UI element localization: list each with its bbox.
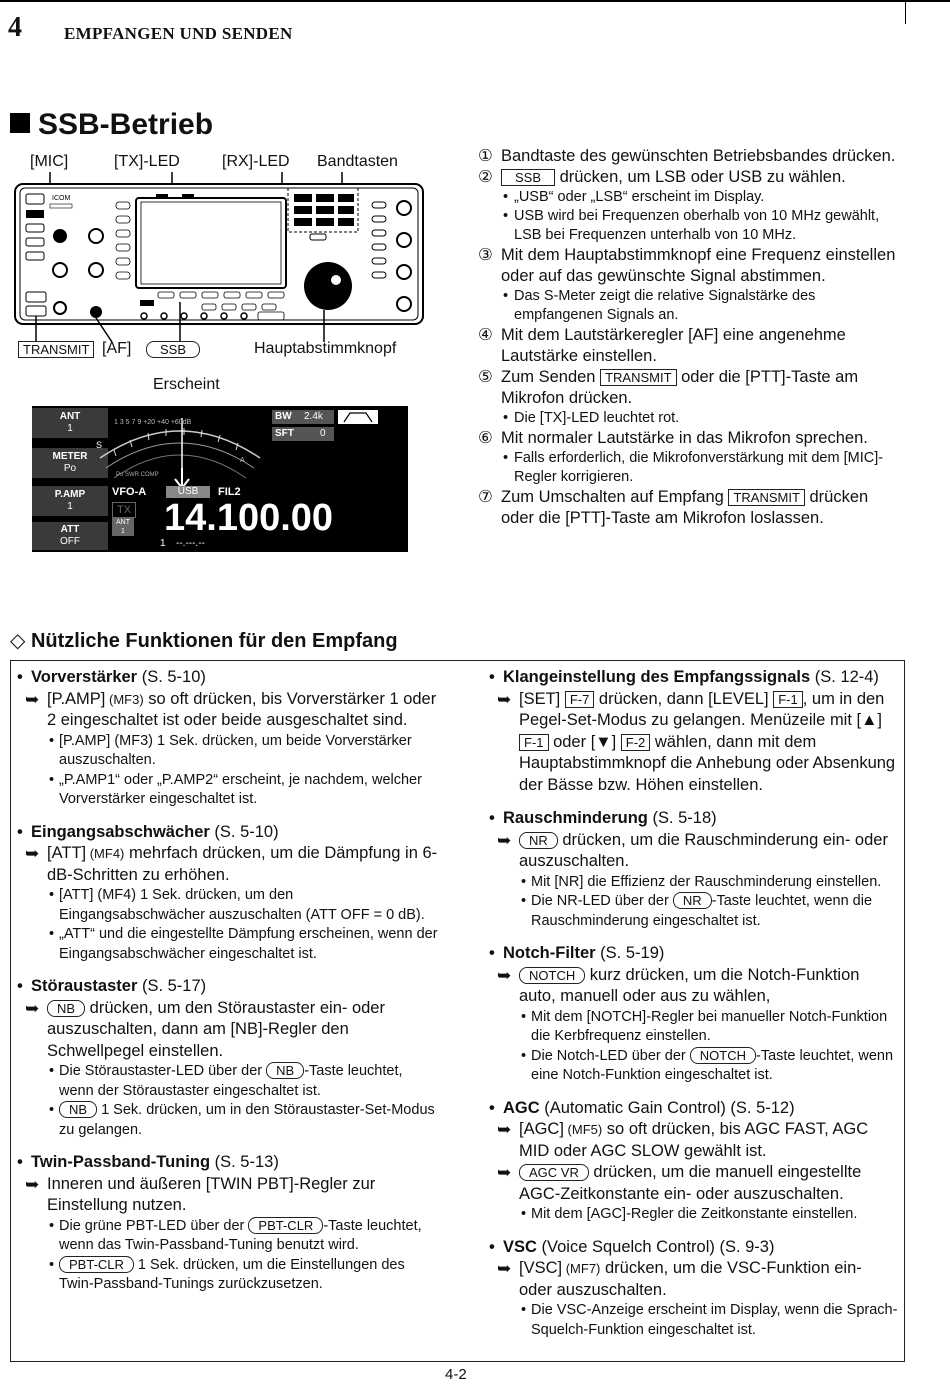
note-text: Die NR-LED über der (531, 893, 673, 909)
function-title: Notch-Filter (503, 944, 596, 962)
functions-title-text: Nützliche Funktionen für den Empfang (30, 630, 398, 652)
note-text: Die grüne PBT-LED über der (59, 1217, 249, 1234)
filter-shape-icon (338, 410, 378, 424)
step-text: Zum Senden (501, 368, 601, 386)
arrow-right-icon: ➥ (25, 844, 40, 863)
arrow-right-icon: ➥ (497, 1259, 512, 1278)
page-number: 4-2 (445, 1366, 467, 1383)
bw-value: 2.4k (304, 411, 323, 422)
note-text: 1 Sek. drücken, um in den Störaustaster-Set-Modus zu gelangen. (59, 1102, 435, 1138)
f2-key: F-2 (621, 734, 651, 751)
function-klangeinstellung (489, 667, 899, 796)
note-text: -Taste leuchtet, wenn die Rauschminderung eingeschaltet ist. (531, 893, 873, 929)
mode-indicator: USB (166, 486, 210, 498)
action-key: [P.AMP] (47, 689, 106, 708)
note-text: -Taste leuchtet, wenn eine Notch-Funktion eingeschaltet ist. (531, 1047, 894, 1083)
step-1 (478, 146, 904, 167)
pbt-clr-key: PBT-CLR (248, 1217, 323, 1234)
page-ref: (S. 5-10) (209, 822, 279, 841)
notch-key: NOTCH (519, 967, 585, 984)
square-bullet-icon (10, 113, 30, 133)
page-ref: (S. 5-10) (137, 668, 206, 686)
arrow-right-icon: ➥ (25, 1174, 40, 1194)
action-key: [AGC] (519, 1120, 564, 1138)
page-ref: (Automatic Gain Control) (S. 5-12) (539, 1098, 795, 1117)
function-title: VSC (503, 1237, 537, 1256)
step-number: ⑥ (478, 429, 493, 447)
action-text: drücken, um die manuell eingestellte AGC-Zeitkonstante ein- oder auszuschalten. (519, 1163, 862, 1203)
transmit-key: TRANSMIT (600, 369, 676, 386)
bw-label: BW (275, 411, 292, 422)
step-text: Mit dem Hauptabstimmknopf eine Frequenz einstellen oder auf das gewünschte Signal abstimmen. (501, 246, 896, 285)
label-hauptabstimmknopf: Hauptabstimmknopf (254, 340, 397, 357)
page-ref: (S. 5-13) (210, 1153, 279, 1171)
function-twin-passband-tuning (17, 1152, 441, 1295)
meter-title: METER (52, 451, 88, 462)
radio-logo: ICOM (52, 195, 71, 202)
step-note: • Die [TX]-LED leuchtet rot. (478, 409, 904, 428)
functions-box (10, 660, 905, 1362)
action-key-sub: (MF7) (562, 1261, 601, 1276)
nb-key: NB (47, 1000, 85, 1017)
action-text: , um in den Pegel-Set-Modus zu gelangen. Menüzeile mit [▲] (519, 689, 885, 729)
att-title: ATT (60, 524, 80, 535)
header-rule (0, 0, 950, 2)
chapter-title: EMPFANGEN UND SENDEN (64, 24, 293, 43)
step-3 (478, 245, 904, 287)
nb-key: NB (59, 1101, 97, 1118)
action-text: [SET] (519, 689, 565, 708)
arrow-right-icon: ➥ (497, 1120, 512, 1139)
step-4 (478, 325, 904, 367)
diamond-icon: ◇ (10, 630, 26, 652)
page-ref: (Voice Squelch Control) (S. 9-3) (536, 1237, 775, 1256)
ant-small-title: ANT (116, 519, 130, 526)
step-6 (478, 428, 904, 449)
ssb-key: SSB (501, 169, 555, 186)
vfo-label: VFO-A (112, 486, 147, 498)
step-text: Zum Umschalten auf Empfang (501, 488, 729, 506)
step-number: ③ (478, 246, 493, 264)
function-note (17, 1256, 441, 1295)
lcd-display-illustration (32, 406, 408, 552)
function-title: Störaustaster (31, 977, 138, 995)
arrow-right-icon: ➥ (497, 830, 512, 850)
step-text: drücken oder die [PTT]-Taste am Mikrofon loslassen. (501, 488, 869, 527)
ant-title: ANT (59, 411, 81, 422)
f1-key: F-1 (519, 734, 549, 751)
step-number: ⑦ (478, 488, 493, 506)
ant-small-indicator (112, 518, 134, 536)
step-number: ⑤ (478, 368, 493, 386)
att-indicator (32, 522, 108, 550)
action-text: wählen, dann mit dem Hauptabstimmknopf die Anhebung oder Absenkung der Bässe bzw. Höhen einstellen. (519, 732, 896, 794)
f1-key: F-1 (773, 691, 803, 708)
function-agc (489, 1098, 899, 1225)
function-eingangsabschwaecher (17, 822, 441, 965)
page-ref: (S. 5-18) (647, 809, 717, 827)
s-scale-text: 1 3 5 7 9 +20 +40 +60dB (114, 419, 192, 426)
function-note: • [ATT] (MF4) 1 Sek. drücken, um den Eingangsabschwächer auszuschalten (ATT OFF = 0 dB). (17, 886, 441, 925)
label-erscheint: Erscheint (153, 376, 220, 393)
header-divider (905, 0, 906, 24)
function-vorverstaerker (17, 667, 441, 810)
step-text: oder die [PTT]-Taste am Mikrofon drücken. (501, 368, 859, 407)
step-text: Bandtaste des gewünschten Betriebsbandes drücken. (501, 147, 896, 165)
step-text: Mit dem Lautstärkeregler [AF] eine angenehme Lautstärke einstellen. (501, 326, 846, 365)
arrow-right-icon: ➥ (497, 965, 512, 985)
step-2 (478, 167, 904, 188)
label-af: [AF] (102, 340, 132, 357)
function-title: AGC (503, 1098, 540, 1117)
sub-number: 1 (160, 538, 166, 549)
step-number: ④ (478, 326, 493, 344)
notch-key: NOTCH (690, 1047, 756, 1064)
page-ref: (S. 12-4) (810, 668, 879, 686)
transmit-key: TRANSMIT (728, 489, 804, 506)
pamp-title: P.AMP (54, 489, 86, 500)
main-frequency: 14.100.00 (164, 497, 334, 539)
step-note: • USB wird bei Frequenzen oberhalb von 10 MHz gewählt, LSB bei Frequenzen unterhalb von 10 MHz. (478, 207, 904, 245)
action-text: mehrfach drücken, um die Dämpfung in 6-dB-Schritten zu erhöhen. (47, 844, 438, 884)
action-key: [ATT] (47, 844, 87, 862)
step-number: ① (478, 147, 493, 165)
function-note: • Mit [NR] die Effizienz der Rauschminderung einstellen. (489, 873, 899, 893)
ant-value: 1 (67, 423, 73, 434)
page-ref: (S. 5-17) (137, 977, 207, 995)
tx-indicator: TX (112, 502, 136, 518)
label-transmit: TRANSMIT (18, 341, 94, 358)
arrow-right-icon: ➥ (497, 1163, 512, 1182)
radio-front-panel-illustration (12, 172, 432, 342)
meter-value: Po (63, 463, 77, 474)
action-key-sub: (MF4) (86, 846, 125, 861)
action-text: drücken, um die VSC-Funktion ein- oder auszuschalten. (519, 1259, 862, 1299)
function-rauschminderung (489, 808, 899, 931)
step-note: • Falls erforderlich, die Mikrofonverstärkung mit dem [MIC]-Regler korrigieren. (478, 449, 904, 487)
note-text: 1 Sek. drücken, um die Einstellungen des Twin-Passband-Tunings zurückzusetzen. (59, 1256, 405, 1292)
sub-frequency: --.---.-- (176, 538, 205, 549)
nr-key: NR (519, 832, 558, 849)
function-title: Vorverstärker (31, 668, 138, 686)
note-text: Die Notch-LED über der (531, 1047, 690, 1064)
pamp-value: 1 (67, 501, 73, 512)
bw-field (272, 410, 334, 424)
function-title: Twin-Passband-Tuning (31, 1153, 211, 1171)
pamp-indicator (32, 486, 108, 516)
note-text: -Taste leuchtet, wenn das Twin-Passband-Tuning benutzt wird. (59, 1217, 422, 1253)
function-title: Klangeinstellung des Empfangssignals (503, 668, 811, 686)
function-note (17, 1101, 441, 1140)
functions-left-column (17, 667, 441, 1307)
function-note (17, 1062, 441, 1101)
function-note (489, 892, 899, 931)
section-title-text: SSB-Betrieb (38, 108, 214, 141)
note-text: -Taste leuchtet, wenn der Störaustaster eingeschaltet ist. (59, 1063, 403, 1099)
action-text: Inneren und äußeren [TWIN PBT]-Regler zur Einstellung nutzen. (47, 1174, 376, 1214)
function-note: • Die VSC-Anzeige erscheint im Display, wenn die Sprach-Squelch-Funktion eingeschaltet ist. (489, 1301, 899, 1340)
filter-label: FIL2 (218, 486, 241, 498)
label-tx-led: [TX]-LED (114, 153, 180, 170)
function-notch-filter (489, 943, 899, 1086)
functions-right-column (489, 667, 899, 1352)
sft-value: 0 (320, 428, 326, 439)
function-stoeraustaster (17, 976, 441, 1140)
label-ssb: SSB (146, 341, 200, 358)
step-7 (478, 487, 904, 529)
action-key-sub: (MF3) (105, 691, 144, 707)
arrow-right-icon: ➥ (25, 998, 40, 1018)
action-key-sub: (MF5) (563, 1122, 603, 1137)
action-text: so oft drücken, bis Vorverstärker 1 oder 2 eingeschaltet ist oder beide ausgeschaltet sind. (47, 689, 437, 729)
step-number: ② (478, 168, 493, 186)
sft-label: SFT (275, 428, 294, 439)
steps-list (478, 146, 904, 529)
f7-key: F-7 (565, 691, 595, 708)
function-note (489, 1047, 899, 1086)
function-title: Rauschminderung (503, 809, 648, 827)
step-text: Mit normaler Lautstärke in das Mikrofon sprechen. (501, 429, 868, 447)
label-mic: [MIC] (30, 153, 69, 170)
action-text: so oft drücken, bis AGC FAST, AGC MID oder AGC SLOW gewählt ist. (519, 1120, 869, 1160)
nr-key: NR (673, 892, 712, 909)
function-note: • Mit dem [NOTCH]-Regler bei manueller Notch-Funktion die Kerbfrequenz einstellen. (489, 1008, 899, 1047)
functions-title (10, 628, 398, 653)
note-text: Die Störaustaster-LED über der (59, 1063, 267, 1079)
s-label: S (96, 440, 103, 450)
step-5 (478, 367, 904, 409)
page-ref: (S. 5-19) (595, 944, 665, 962)
label-bandtasten: Bandtasten (317, 153, 398, 170)
action-text: drücken, dann [LEVEL] (594, 689, 774, 708)
a-scale-text: A (240, 457, 245, 464)
function-note (17, 1217, 441, 1256)
att-value: OFF (60, 536, 80, 547)
function-title: Eingangsabschwächer (31, 822, 210, 841)
arrow-right-icon: ➥ (497, 689, 512, 709)
sft-field (272, 427, 334, 441)
pbt-clr-key: PBT-CLR (59, 1256, 134, 1273)
section-title (10, 108, 213, 142)
step-note: • „USB“ oder „LSB“ erscheint im Display. (478, 188, 904, 207)
function-note: • [P.AMP] (MF3) 1 Sek. drücken, um beide Vorverstärker auszuschalten. (17, 732, 441, 771)
step-note: • Das S-Meter zeigt die relative Signalstärke des empfangenen Signals an. (478, 287, 904, 325)
function-note: • Mit dem [AGC]-Regler die Zeitkonstante einstellen. (489, 1205, 899, 1225)
chapter-number: 4 (8, 12, 22, 43)
function-note: • „P.AMP1“ oder „P.AMP2“ erscheint, je nachdem, welcher Vorverstärker eingeschaltet ist. (17, 771, 441, 810)
action-text: drücken, um den Störaustaster ein- oder auszuschalten, dann am [NB]-Regler den Schwellpegel einstellen. (47, 998, 385, 1060)
function-vsc (489, 1237, 899, 1341)
agc-vr-key: AGC VR (519, 1164, 589, 1181)
function-note: • „ATT“ und die eingestellte Dämpfung erscheinen, wenn der Eingangsabschwächer eingeschaltet ist. (17, 925, 441, 964)
action-text: drücken, um die Rauschminderung ein- oder auszuschalten. (519, 830, 888, 870)
label-rx-led: [RX]-LED (222, 153, 290, 170)
action-text: oder [▼] (548, 732, 621, 751)
step-text: drücken, um LSB oder USB zu wählen. (555, 168, 846, 186)
action-text: kurz drücken, um die Notch-Funktion auto, manuell oder aus zu wählen, (519, 965, 860, 1005)
po-scale-text: Po SWR COMP (116, 472, 159, 478)
ant-small-value: 1 (121, 528, 125, 535)
action-key: [VSC] (519, 1259, 563, 1277)
arrow-right-icon: ➥ (25, 689, 40, 709)
nb-key: NB (266, 1062, 304, 1079)
